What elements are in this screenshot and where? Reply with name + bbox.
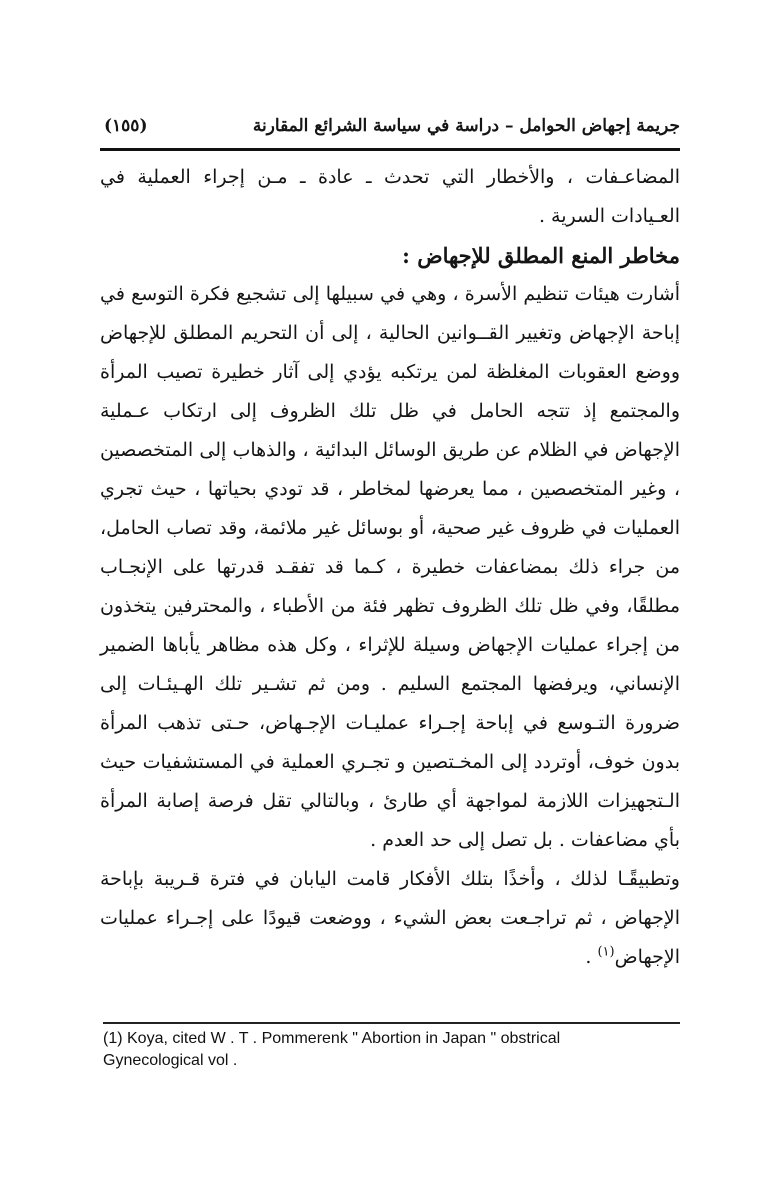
paragraph-1: أشارت هيئات تنظيم الأسرة ، وهي في سبيلها إلى تشجيع فكرة التوسع في إباحة الإجهاض وتغيير القــوانين الحالية ، إلى أن التحريم المطلق للإجهاض ووضع العقوبات المغلظة لمن يرتكبه يؤدي إلى آثار خطيرة تصيب المرأة والمجتمع إذ تتجه الحامل في ظل تلك الظروف إلى ارتكاب عـملية الإجهاض في الظلام عن طريق الوسائل البدائية ، والذهاب إلى المتخصصين ، وغير المتخصصين ، مما يعرضها لمخاطر ، قد تودي بحياتها ، حيث تجري العمليات في ظروف غير صحية، أو بوسائل غير ملائمة، وقد تصاب الحامل، من جراء ذلك بمضاعفات خطيرة ، كـما قد تفقـد قدرتها على الإنجـاب مطلقًا، وفي ظل تلك الظروف تظهر فئة من الأطباء ، والمحترفين يتخذون من إجراء عمليات الإجهاض وسيلة للإثراء ، وكل هذه مظاهر يأباها الضمير الإنساني، ويرفضها المجتمع السليم . ومن ثم تشـير تلك الهـيئـات إلى ضرورة التـوسع في إباحة إجـراء عمليـات الإجـهاض، حـتى تذهب المرأة بدون خوف، أوتردد إلى المخـتصين و تجـري العملية في المستشفيات حيث الـتجهيزات اللازمة لمواجهة أي طارئ ، وبالتالي تقل فرصة إصابة المرأة بأي مضاعفات . بل تصل إلى حد العدم . [100, 283, 680, 851]
footnote-line-1: (1) Koya, cited W . T . Pommerenk " Abortion in Japan " obstrical [103, 1030, 561, 1047]
section-heading: مخاطر المنع المطلق للإجهاض : [402, 243, 680, 268]
footnote-divider [103, 1022, 680, 1024]
paragraph-2-end: . [585, 946, 598, 968]
page-number: (١٥٥) [104, 116, 148, 136]
intro-paragraph: المضاعـفات ، والأخطار التي تحدث ـ عادة ـ مـن إجراء العملية في العـيادات السرية . [100, 166, 680, 227]
running-header [100, 112, 680, 146]
header-divider [100, 148, 680, 151]
body-text [100, 158, 680, 977]
paragraph-2-text: وتطبيقًـا لذلك ، وأخذًا بتلك الأفكار قامت اليابان في فترة قـريبة بإباحة الإجهاض ، ثم تراجـعت بعض الشيء ، ووضعت قيودًا على إجـراء عمليات الإجهاض [100, 868, 680, 968]
footnote [103, 1028, 623, 1072]
footnote-reference: (١) [597, 944, 615, 960]
paragraph-2 [100, 860, 680, 977]
header-title: جريمة إجهاض الحوامل – دراسة في سياسة الشرائع المقارنة [252, 116, 680, 136]
footnote-line-2: Gynecological vol . [103, 1052, 238, 1069]
